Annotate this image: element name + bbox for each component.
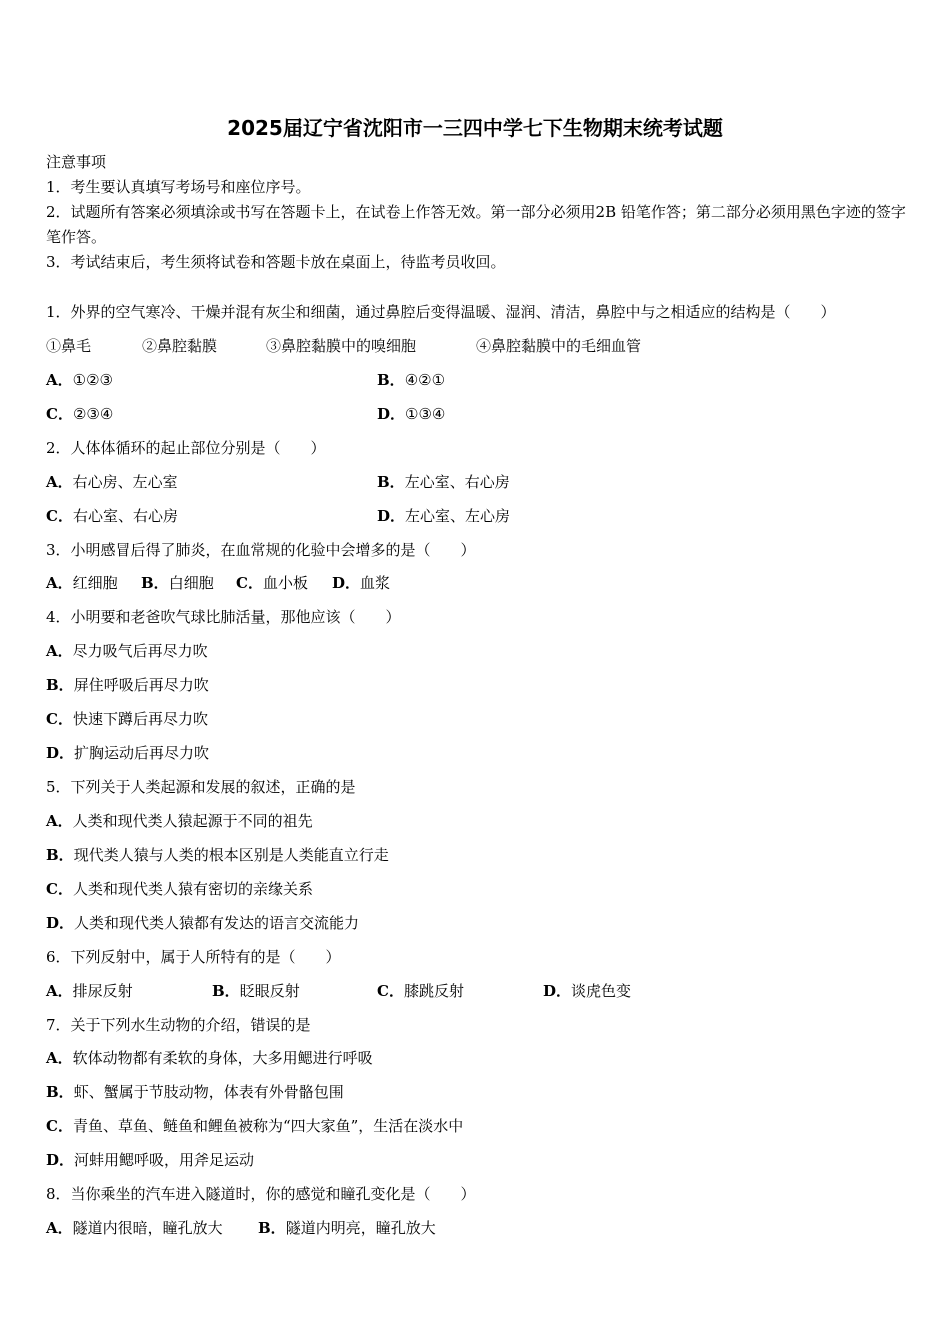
q2-option-d[interactable]: D．左心室、左心房 — [377, 507, 511, 525]
q6-option-c[interactable]: C．膝跳反射 — [377, 982, 464, 1000]
q8-option-b[interactable]: B．隧道内明亮，瞳孔放大 — [258, 1219, 436, 1237]
q6-option-b[interactable]: B．眨眼反射 — [212, 982, 300, 1000]
q6-option-d[interactable]: D．谈虎色变 — [543, 982, 632, 1000]
question-1-options-row-2 — [46, 403, 445, 424]
q1-item-1: ①鼻毛 — [46, 337, 92, 355]
q7-option-b[interactable]: B．虾、蟹属于节肢动物，体表有外骨骼包围 — [46, 1083, 344, 1101]
q5-option-c[interactable]: C．人类和现代类人猿有密切的亲缘关系 — [46, 880, 313, 898]
q1-option-c[interactable]: C．②③④ — [46, 405, 114, 423]
q3-option-b[interactable]: B．白细胞 — [141, 574, 214, 592]
q1-item-3: ③鼻腔黏膜中的嗅细胞 — [266, 337, 417, 355]
question-8-stem: 8．当你乘坐的汽车进入隧道时，你的感觉和瞳孔变化是（ ） — [46, 1185, 476, 1203]
page-title: 2025届辽宁省沈阳市一三四中学七下生物期末统考试题 — [227, 116, 723, 140]
q4-option-b[interactable]: B．屏住呼吸后再尽力吹 — [46, 676, 209, 694]
notice-item: 3．考试结束后，考生须将试卷和答题卡放在桌面上，待监考员收回。 — [46, 253, 506, 271]
q1-option-a[interactable]: A．①②③ — [46, 371, 113, 389]
notice-heading: 注意事项 — [46, 153, 107, 171]
question-7-stem: 7．关于下列水生动物的介绍，错误的是 — [46, 1016, 311, 1034]
q5-option-b[interactable]: B．现代类人猿与人类的根本区别是人类能直立行走 — [46, 846, 389, 864]
q1-item-4: ④鼻腔黏膜中的毛细血管 — [476, 337, 642, 355]
q1-option-b[interactable]: B．④②① — [377, 371, 446, 389]
question-8-options — [46, 1217, 436, 1238]
question-1-options-row-1 — [46, 369, 445, 390]
question-3-stem: 3．小明感冒后得了肺炎，在血常规的化验中会增多的是（ ） — [46, 541, 476, 559]
question-1-items — [46, 335, 641, 356]
q2-option-b[interactable]: B．左心室、右心房 — [377, 473, 510, 491]
q5-option-d[interactable]: D．人类和现代类人猿都有发达的语言交流能力 — [46, 914, 360, 932]
q4-option-a[interactable]: A．尽力吸气后再尽力吹 — [46, 642, 208, 660]
question-6-stem: 6．下列反射中，属于人所特有的是（ ） — [46, 948, 341, 966]
q7-option-d[interactable]: D．河蚌用鳃呼吸，用斧足运动 — [46, 1151, 255, 1169]
q1-option-d[interactable]: D．①③④ — [377, 405, 446, 423]
q2-option-c[interactable]: C．右心室、右心房 — [46, 507, 178, 525]
question-4-stem: 4．小明要和老爸吹气球比肺活量，那他应该（ ） — [46, 608, 401, 626]
question-5-stem: 5．下列关于人类起源和发展的叙述，正确的是 — [46, 778, 356, 796]
q5-option-a[interactable]: A．人类和现代类人猿起源于不同的祖先 — [46, 812, 313, 830]
q7-option-c[interactable]: C．青鱼、草鱼、鲢鱼和鲤鱼被称为“四大家鱼”，生活在淡水中 — [46, 1117, 464, 1135]
q8-option-a[interactable]: A．隧道内很暗，瞳孔放大 — [46, 1219, 223, 1237]
q4-option-d[interactable]: D．扩胸运动后再尽力吹 — [46, 744, 210, 762]
q2-option-a[interactable]: A．右心房、左心室 — [46, 473, 178, 491]
notice-item: 2．试题所有答案必须填涂或书写在答题卡上，在试卷上作答无效。第一部分必须用2B 铅笔作答；第二部分必须用黑色字迹的签字笔作答。 — [46, 203, 906, 246]
question-2-stem: 2．人体体循环的起止部位分别是（ ） — [46, 439, 326, 457]
q1-item-2: ②鼻腔黏膜 — [142, 337, 218, 355]
q3-option-c[interactable]: C．血小板 — [236, 574, 308, 592]
question-1-stem: 1．外界的空气寒冷、干燥并混有灰尘和细菌，通过鼻腔后变得温暖、湿润、清洁，鼻腔中与之相适应的结构是（ ） — [46, 303, 836, 321]
question-3-options — [46, 572, 390, 593]
notice-item: 1．考生要认真填写考场号和座位序号。 — [46, 178, 311, 196]
question-6-options — [46, 980, 631, 1001]
q3-option-d[interactable]: D．血浆 — [332, 574, 391, 592]
notice-section — [46, 150, 906, 275]
q6-option-a[interactable]: A．排尿反射 — [46, 982, 133, 1000]
q7-option-a[interactable]: A．软体动物都有柔软的身体，大多用鳃进行呼吸 — [46, 1049, 373, 1067]
question-2-options-row-1 — [46, 471, 510, 492]
q3-option-a[interactable]: A．红细胞 — [46, 574, 118, 592]
q4-option-c[interactable]: C．快速下蹲后再尽力吹 — [46, 710, 208, 728]
question-2-options-row-2 — [46, 505, 510, 526]
